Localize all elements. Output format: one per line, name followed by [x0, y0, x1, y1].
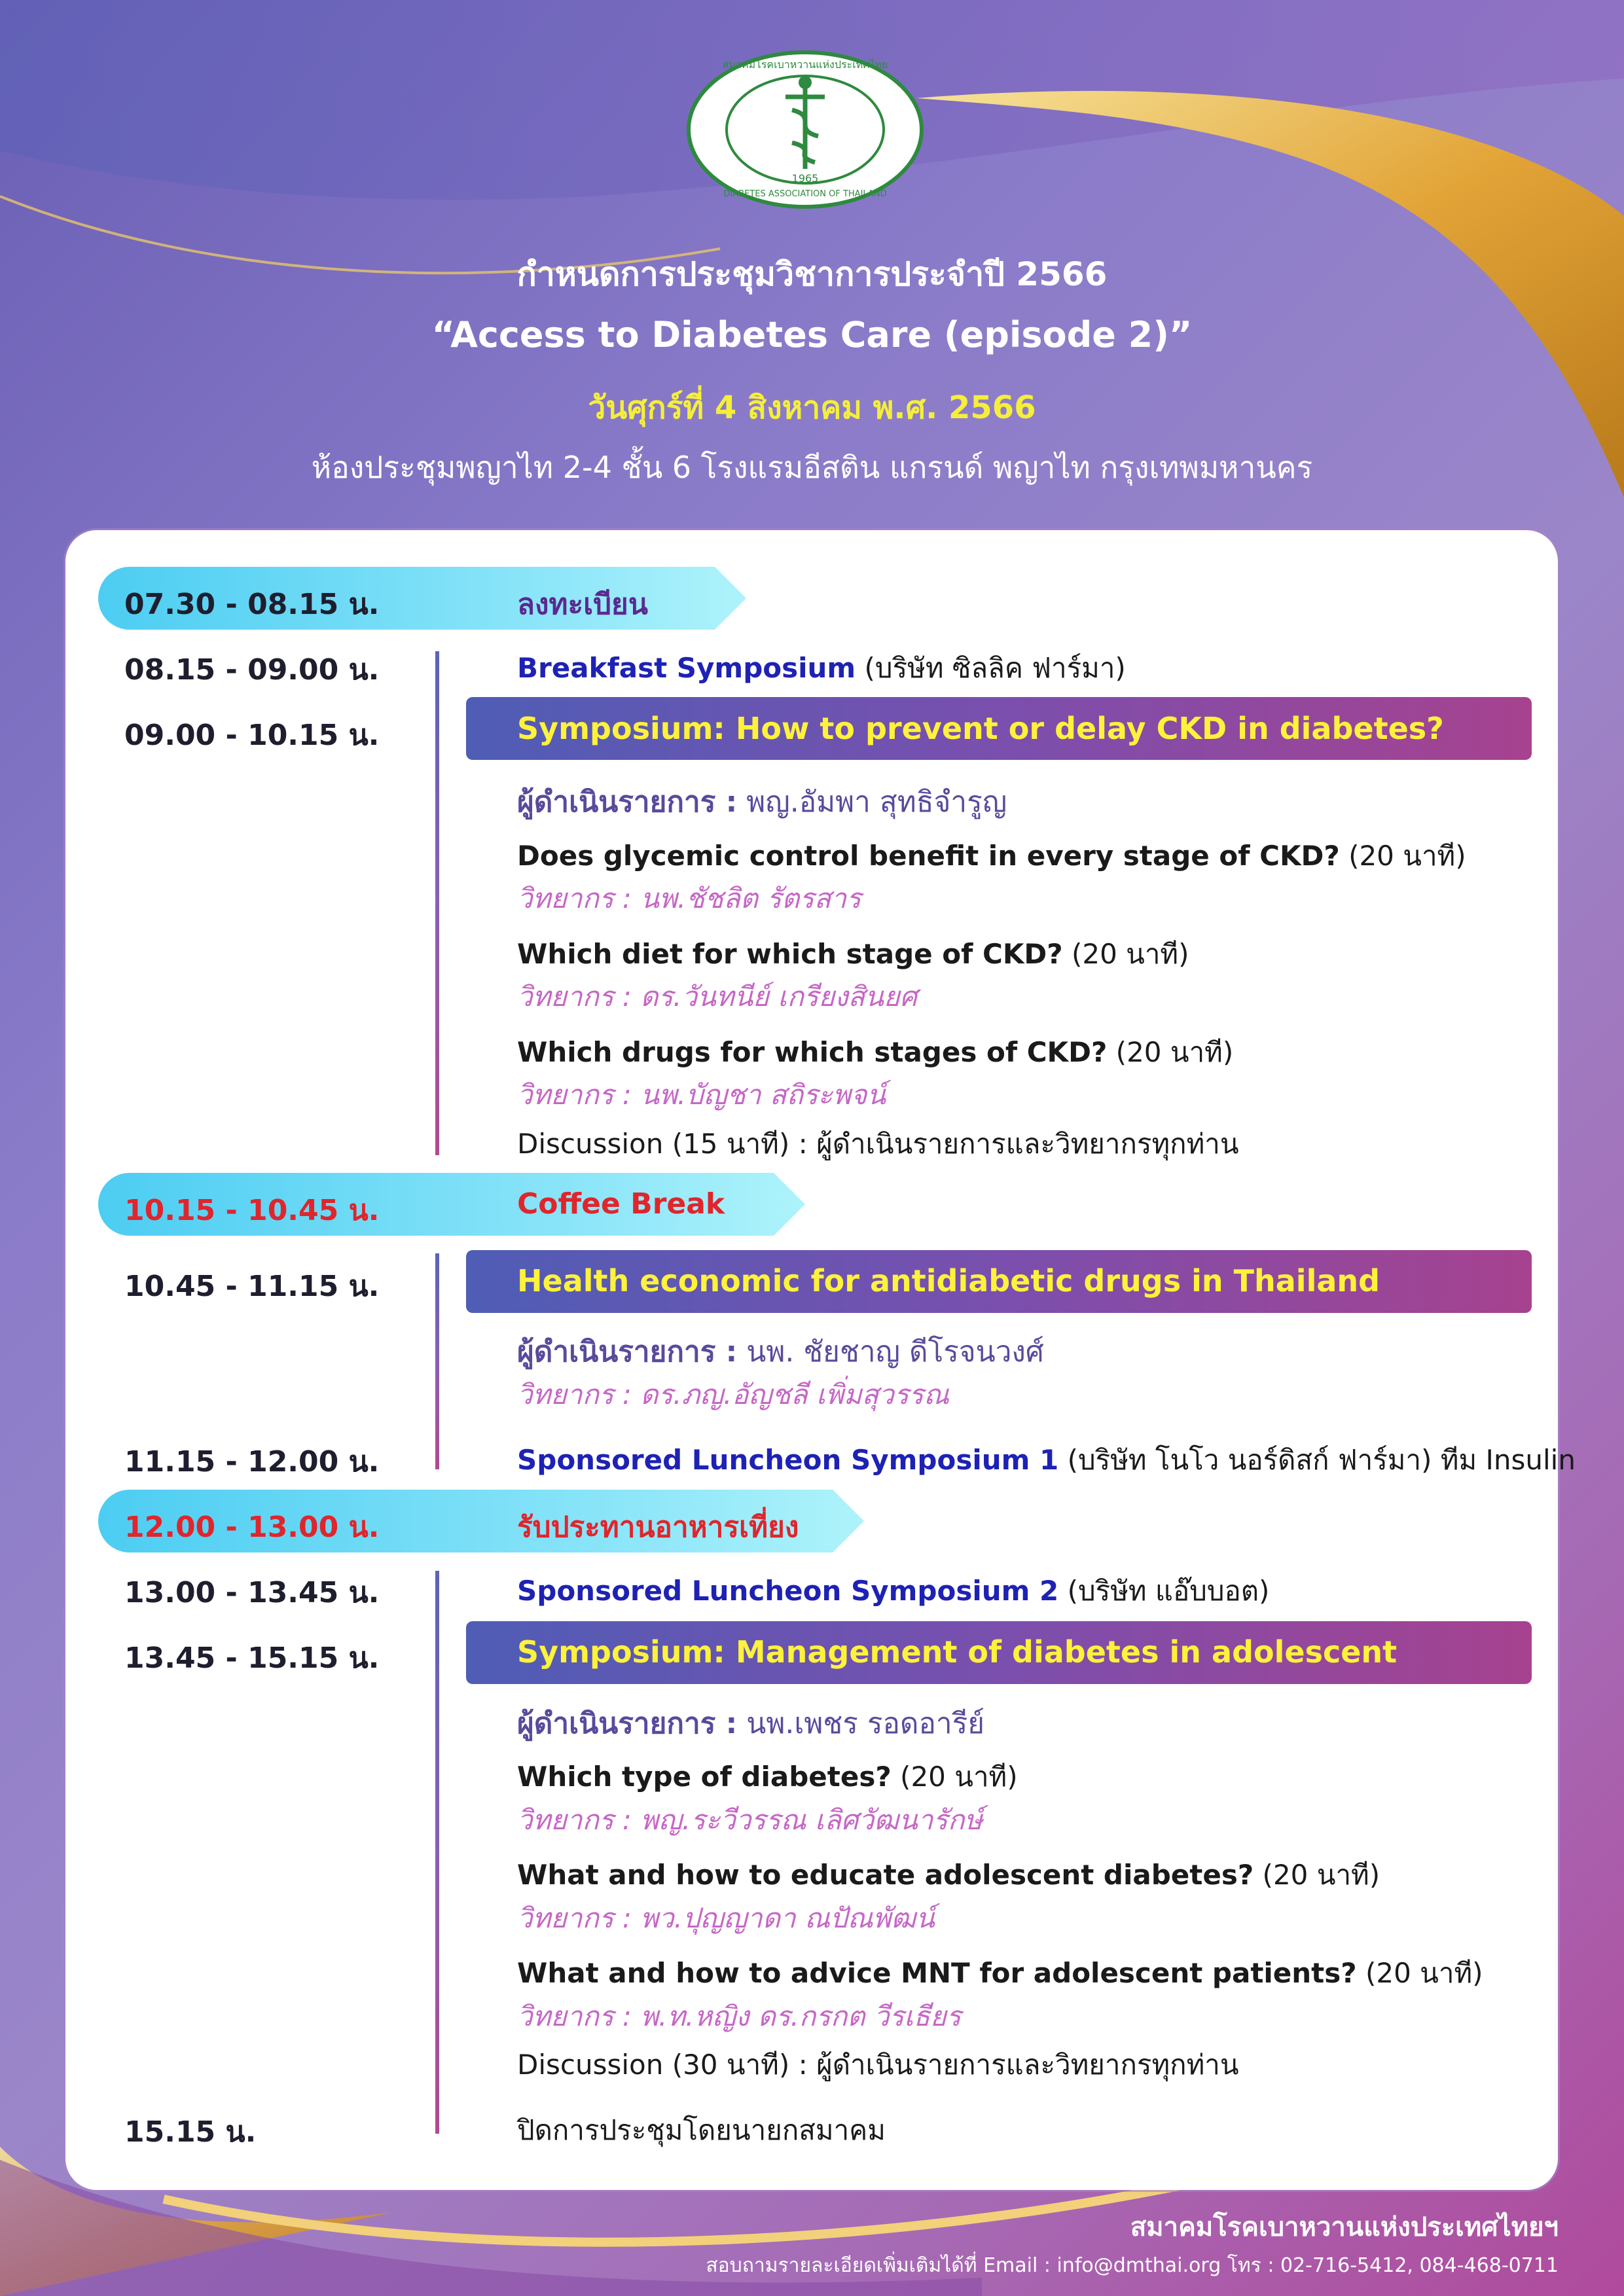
health-economic-moderator — [517, 1329, 1044, 1374]
moderator-name: นพ. ชัยชาญ ดีโรจนวงศ์ — [737, 1335, 1044, 1369]
ckd-topic-1 — [517, 834, 1466, 878]
time-ckd-symposium: 09.00 - 10.15 น. — [124, 719, 380, 752]
topic-duration: (20 นาที) — [1254, 1859, 1380, 1891]
adolescent-topic-3 — [517, 1952, 1483, 1995]
ckd-topic-3 — [517, 1031, 1233, 1074]
time-breakfast: 08.15 - 09.00 น. — [124, 653, 380, 687]
moderator-label: ผู้ดำเนินรายการ : — [517, 785, 738, 819]
conference-date: วันศุกร์ที่ 4 สิงหาคม พ.ศ. 2566 — [588, 389, 1036, 426]
topic-title: Which drugs for which stages of CKD? — [517, 1036, 1108, 1068]
breakfast-session — [517, 647, 1126, 690]
time-closing: 15.15 น. — [124, 2115, 257, 2149]
luncheon-1-title: Sponsored Luncheon Symposium 1 — [517, 1444, 1059, 1476]
coffee-break-title: Coffee Break — [517, 1187, 725, 1221]
footer-organization: สมาคมโรคเบาหวานแห่งประเทศไทยฯ — [1130, 2212, 1559, 2242]
ckd-discussion: Discussion (15 นาที) : ผู้ดำเนินรายการและวิทยากรทุกท่าน — [517, 1128, 1239, 1160]
timeline-divider — [435, 1571, 439, 2134]
luncheon-2-session — [517, 1570, 1269, 1613]
topic-duration: (20 นาที) — [1339, 840, 1466, 872]
luncheon-1-sponsor: (บริษัท โนโว นอร์ดิสก์ ฟาร์มา) ทีม Insulin — [1058, 1444, 1576, 1476]
logo-ring-top: สมาคมโรคเบาหวานแห่งประเทศไทย — [722, 58, 888, 71]
time-registration: 07.30 - 08.15 น. — [124, 588, 380, 621]
moderator-name: พญ.อัมพา สุทธิจำรูญ — [737, 785, 1007, 819]
adolescent-topic-1 — [517, 1755, 1018, 1799]
time-luncheon-1: 11.15 - 12.00 น. — [124, 1445, 380, 1479]
health-economic-speaker: วิทยากร : ดร.ภญ.อัญชลี เพิ่มสุวรรณ — [517, 1378, 949, 1410]
health-economic-title: Health economic for antidiabetic drugs in Thailand — [517, 1263, 1380, 1299]
timeline-divider — [435, 1253, 439, 1469]
moderator-name: นพ.เพชร รอดอารีย์ — [737, 1707, 985, 1740]
time-luncheon-2: 13.00 - 13.45 น. — [124, 1576, 380, 1609]
logo-year: 1965 — [791, 172, 819, 185]
topic-title: Which type of diabetes? — [517, 1761, 892, 1793]
moderator-label: ผู้ดำเนินรายการ : — [517, 1707, 738, 1740]
topic-duration: (20 นาที) — [1356, 1957, 1483, 1989]
topic-title: What and how to educate adolescent diabetes? — [517, 1859, 1254, 1891]
adolescent-symposium-title: Symposium: Management of diabetes in adolescent — [517, 1634, 1398, 1670]
conference-title: กำหนดการประชุมวิชาการประจำปี 2566 — [516, 255, 1108, 293]
topic-duration: (20 นาที) — [1107, 1036, 1234, 1068]
conference-venue: ห้องประชุมพญาไท 2-4 ชั้น 6 โรงแรมอีสติน แกรนด์ พญาไท กรุงเทพมหานคร — [311, 450, 1313, 485]
ckd-topic-2 — [517, 933, 1189, 976]
adolescent-speaker-3: วิทยากร : พ.ท.หญิง ดร.กรกต วีรเธียร — [517, 2000, 962, 2032]
time-lunch: 12.00 - 13.00 น. — [124, 1511, 380, 1544]
time-coffee-break: 10.15 - 10.45 น. — [124, 1194, 380, 1227]
adolescent-moderator — [517, 1700, 984, 1746]
ckd-speaker-1: วิทยากร : นพ.ชัชลิต รัตรสาร — [517, 882, 861, 914]
topic-duration: (20 นาที) — [891, 1761, 1018, 1793]
adolescent-discussion: Discussion (30 นาที) : ผู้ดำเนินรายการและวิทยากรทุกท่าน — [517, 2049, 1239, 2081]
time-health-economic: 10.45 - 11.15 น. — [124, 1270, 380, 1303]
adolescent-speaker-1: วิทยากร : พญ.ระวีวรรณ เลิศวัฒนารักษ์ — [517, 1804, 983, 1836]
luncheon-1-session — [517, 1439, 1576, 1482]
logo-ring-inner: DIABETES ASSOCIATION OF THAILAND — [723, 189, 887, 199]
lunch-title: รับประทานอาหารเที่ยง — [517, 1511, 799, 1544]
ckd-symposium-title: Symposium: How to prevent or delay CKD in diabetes? — [517, 711, 1444, 746]
association-logo — [681, 45, 929, 215]
ckd-moderator — [517, 779, 1007, 825]
breakfast-title: Breakfast Symposium — [517, 652, 856, 684]
topic-duration: (20 นาที) — [1062, 938, 1189, 970]
ckd-speaker-3: วิทยากร : นพ.บัญชา สถิระพจน์ — [517, 1079, 886, 1111]
adolescent-speaker-2: วิทยากร : พว.ปุญญาดา ณปัณพัฒน์ — [517, 1902, 935, 1934]
time-adolescent-symposium: 13.45 - 15.15 น. — [124, 1641, 380, 1675]
timeline-divider — [435, 651, 439, 1155]
luncheon-2-sponsor: (บริษัท แอ๊บบอต) — [1058, 1575, 1270, 1607]
registration-title: ลงทะเบียน — [517, 588, 648, 621]
footer-contact: สอบถามรายละเอียดเพิ่มเติมได้ที่ Email : info@dmthai.org โทร : 02-716-5412, 084-468-0711 — [706, 2254, 1559, 2277]
breakfast-sponsor: (บริษัท ซิลลิค ฟาร์มา) — [856, 652, 1126, 684]
closing-title: ปิดการประชุมโดยนายกสมาคม — [517, 2114, 886, 2146]
topic-title: Does glycemic control benefit in every stage of CKD? — [517, 840, 1340, 872]
adolescent-topic-2 — [517, 1854, 1380, 1897]
topic-title: Which diet for which stage of CKD? — [517, 938, 1063, 970]
topic-title: What and how to advice MNT for adolescent patients? — [517, 1957, 1357, 1989]
luncheon-2-title: Sponsored Luncheon Symposium 2 — [517, 1575, 1059, 1607]
conference-theme: “Access to Diabetes Care (episode 2)” — [431, 314, 1193, 355]
ckd-speaker-2: วิทยากร : ดร.วันทนีย์ เกรียงสินยศ — [517, 980, 918, 1013]
moderator-label: ผู้ดำเนินรายการ : — [517, 1335, 738, 1369]
